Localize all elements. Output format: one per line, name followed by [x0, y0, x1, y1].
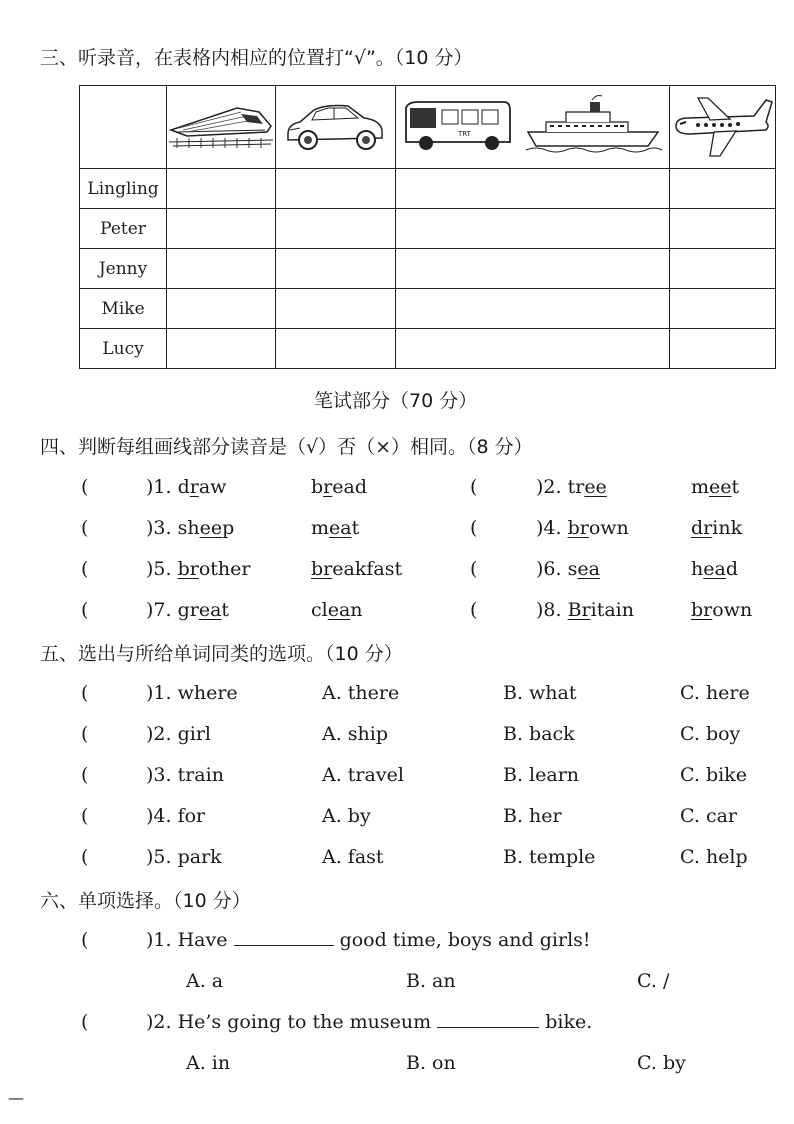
s4-item-8: )8. Britain [536, 599, 634, 621]
s5-item-3-a: A. travel [322, 764, 404, 786]
s4-item-7: )7. great [146, 599, 230, 621]
s4-item-2: )2. tree [536, 476, 607, 498]
s4-item-3: )3. sheep [146, 517, 235, 539]
s4-item-6-word2: head [691, 558, 738, 580]
answer-cell[interactable] [669, 329, 775, 369]
answer-cell[interactable] [167, 249, 276, 289]
bus-ship-cell [396, 86, 669, 169]
s4-item-4: )4. brown [536, 517, 629, 539]
s5-item-2-b: B. back [503, 723, 575, 745]
s6-q1-c: C. / [637, 970, 670, 992]
paren: ( [470, 517, 478, 539]
s4-item-4-word2: drink [691, 517, 743, 539]
s4-item-5-word2: breakfast [311, 558, 403, 580]
name-cell: Jenny [80, 249, 167, 289]
s4-item-3-word2: meat [311, 517, 360, 539]
answer-cell[interactable] [167, 289, 276, 329]
s6-q2-b: B. on [406, 1052, 456, 1074]
s5-item-2-c: C. boy [680, 723, 741, 745]
s5-item-1-c: C. here [680, 682, 750, 704]
section5-heading: 五、选出与所给单词同类的选项。（10 分） [40, 643, 403, 665]
s5-item-4-a: A. by [322, 805, 371, 827]
name-cell: Lingling [80, 169, 167, 209]
paren: ( [470, 558, 478, 580]
s5-item-5-b: B. temple [503, 846, 596, 868]
name-cell: Mike [80, 289, 167, 329]
s5-item-5-word: )5. park [146, 846, 222, 868]
s6-question-1: )1. Have good time, boys and girls! [146, 929, 591, 951]
s5-item-1-word: )1. where [146, 682, 238, 704]
s6-q2-a: A. in [186, 1052, 231, 1074]
s6-q1-a: A. a [186, 970, 224, 992]
table-corner-cell [80, 86, 167, 169]
s5-item-4-c: C. car [680, 805, 737, 827]
section6-heading: 六、单项选择。（10 分） [40, 890, 251, 912]
plane-icon [670, 86, 775, 164]
plane-cell [669, 86, 775, 169]
answer-cell[interactable] [396, 209, 669, 249]
s4-item-6: )6. sea [536, 558, 600, 580]
s4-item-5: )5. brother [146, 558, 251, 580]
s4-item-2-word2: meet [691, 476, 740, 498]
bus-icon [396, 86, 668, 164]
paren: ( [81, 723, 89, 745]
answer-cell[interactable] [167, 329, 276, 369]
s5-item-3-b: B. learn [503, 764, 580, 786]
answer-cell[interactable] [396, 289, 669, 329]
paren: ( [81, 599, 89, 621]
answer-blank[interactable] [234, 944, 334, 946]
paren: ( [470, 599, 478, 621]
paren: ( [81, 682, 89, 704]
s5-item-2-a: A. ship [322, 723, 389, 745]
paren: ( [81, 476, 89, 498]
answer-cell[interactable] [669, 209, 775, 249]
answer-cell[interactable] [396, 329, 669, 369]
paren: ( [470, 476, 478, 498]
answer-blank[interactable] [437, 1026, 539, 1028]
answer-cell[interactable] [276, 209, 396, 249]
answer-cell[interactable] [276, 249, 396, 289]
car-icon [276, 86, 395, 164]
written-part-title: 笔试部分（70 分） [314, 390, 478, 412]
footer-mark: — [8, 1088, 24, 1107]
s4-item-7-word2: clean [311, 599, 363, 621]
answer-cell[interactable] [396, 169, 669, 209]
s5-item-3-c: C. bike [680, 764, 747, 786]
section4-heading: 四、判断每组画线部分读音是（√）否（×）相同。（8 分） [40, 436, 533, 458]
s5-item-4-b: B. her [503, 805, 562, 827]
answer-cell[interactable] [669, 249, 775, 289]
svg-text:TRT: TRT [458, 130, 472, 138]
answer-cell[interactable] [167, 169, 276, 209]
s5-item-1-b: B. what [503, 682, 577, 704]
s5-item-5-a: A. fast [322, 846, 384, 868]
paren: ( [81, 846, 89, 868]
answer-cell[interactable] [276, 169, 396, 209]
s4-item-8-word2: brown [691, 599, 753, 621]
train-icon [167, 86, 275, 164]
answer-cell[interactable] [276, 329, 396, 369]
paren: ( [81, 517, 89, 539]
s5-item-2-word: )2. girl [146, 723, 211, 745]
s6-question-2: )2. He’s going to the museum bike. [146, 1011, 593, 1033]
s5-item-3-word: )3. train [146, 764, 224, 786]
section3-heading: 三、听录音，在表格内相应的位置打“√”。（10 分） [40, 47, 473, 69]
name-cell: Lucy [80, 329, 167, 369]
paren: ( [81, 558, 89, 580]
paren: ( [81, 805, 89, 827]
answer-cell[interactable] [669, 289, 775, 329]
answer-cell[interactable] [276, 289, 396, 329]
s5-item-5-c: C. help [680, 846, 748, 868]
listening-table [79, 85, 776, 369]
s5-item-1-a: A. there [322, 682, 400, 704]
answer-cell[interactable] [669, 169, 775, 209]
s6-q1-b: B. an [406, 970, 456, 992]
paren: ( [81, 1011, 89, 1033]
s6-q2-c: C. by [637, 1052, 686, 1074]
car-cell [276, 86, 396, 169]
s5-item-4-word: )4. for [146, 805, 206, 827]
train-cell [167, 86, 276, 169]
answer-cell[interactable] [167, 209, 276, 249]
name-cell: Peter [80, 209, 167, 249]
s4-item-1-word2: bread [311, 476, 367, 498]
answer-cell[interactable] [396, 249, 669, 289]
paren: ( [81, 929, 89, 951]
paren: ( [81, 764, 89, 786]
s4-item-1: )1. draw [146, 476, 227, 498]
